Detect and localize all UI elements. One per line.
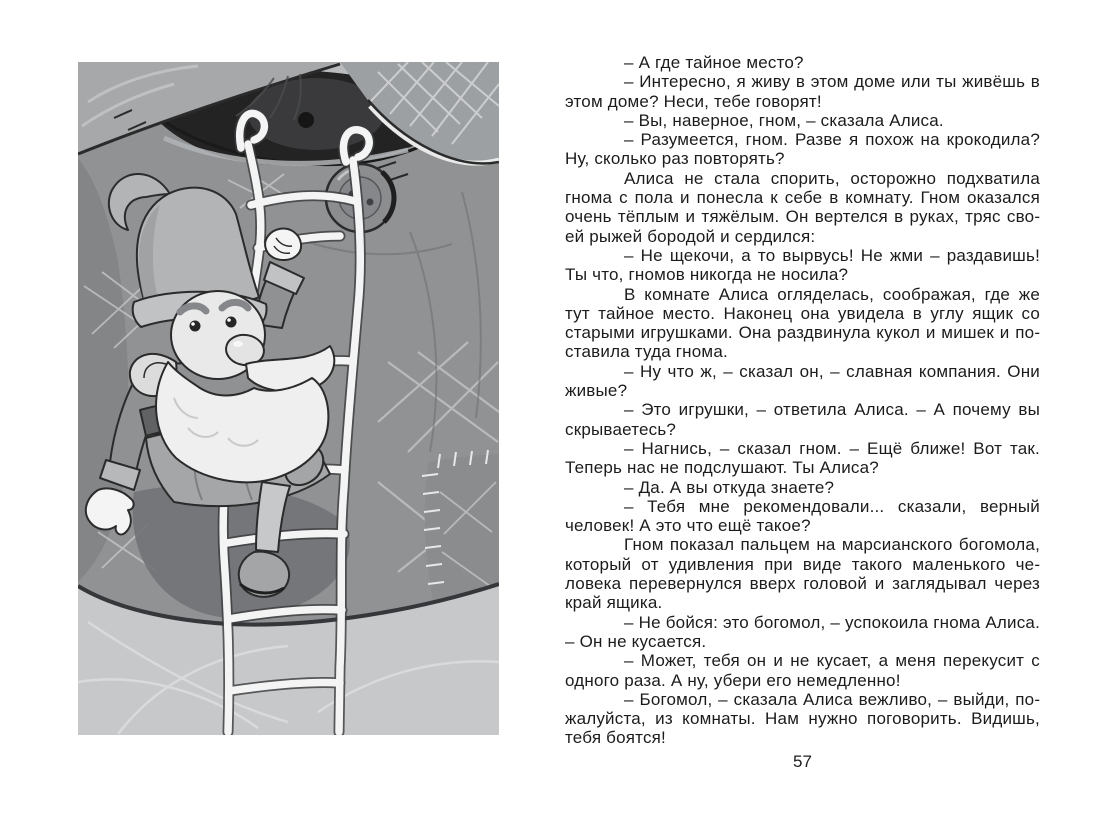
stitched-patch <box>422 450 499 606</box>
story-paragraph: – Вы, наверное, гном, – сказала Алиса. <box>624 110 944 130</box>
story-text-column <box>565 53 1040 748</box>
page-number: 57 <box>793 752 812 771</box>
story-paragraph: – Богомол, – сказала Алиса вежливо, – выйди, пожалуйста, из комнаты. Нам нужно поговорить. Видишь, тебя боятся! <box>565 689 1040 748</box>
story-paragraph: Алиса не стала спорить, осторожно подхватила гнома с пола и понесла к себе в комнату. Гном оказался очень тёплым и тяжёлым. Он вертелся в руках, тряс своей рыжей бородой и сердился: <box>565 168 1040 246</box>
story-paragraph: – Нагнись, – сказал гном. – Ещё ближе! Вот так. Теперь нас не подслушают. Ты Алиса? <box>565 438 1040 478</box>
story-paragraph: – Это игрушки, – ответила Алиса. – А почему вы скрываетесь? <box>565 400 1040 439</box>
story-paragraph: – Не бойся: это богомол, – успокоила гнома Алиса. – Он не кусается. <box>565 612 1040 651</box>
story-illustration <box>78 62 499 735</box>
story-paragraph: – А где тайное место? <box>624 53 804 72</box>
story-paragraph: – Тебя мне рекомендовали... сказали, верный человек! А это что ещё такое? <box>565 496 1040 536</box>
story-paragraph: – Ну что ж, – сказал он, – славная компания. Они живые? <box>565 361 1040 401</box>
story-paragraph: – Не щекочи, а то вырвусь! Не жми – раздавишь! Ты что, гномов никогда не носила? <box>565 245 1040 285</box>
story-paragraph: – Разумеется, гном. Разве я похож на крокодила? Ну, сколько раз повторять? <box>565 130 1040 169</box>
gnome-ladder-drawing <box>78 62 499 735</box>
story-paragraph: Гном показал пальцем на марсианского богомола, который от удивления при виде такого маленького человека перевернулся вверх головой и заглядывал через край ящика. <box>565 535 1040 613</box>
story-paragraph: – Может, тебя он и не кусает, а меня перекусит с одного раза. А ну, убери его немедленно! <box>565 651 1040 690</box>
story-paragraph: – Да. А вы откуда знаете? <box>624 477 835 497</box>
story-text <box>565 53 1040 748</box>
story-paragraph: В комнате Алиса огляделась, соображая, где же тут тайное место. Наконец она увидела в углу ящик со старыми игрушками. Она раздвинула кукол и мишек и поставила туда гнома. <box>565 284 1040 362</box>
story-paragraph: – Интересно, я живу в этом доме или ты живёшь в этом доме? Неси, тебе говорят! <box>565 72 1040 111</box>
